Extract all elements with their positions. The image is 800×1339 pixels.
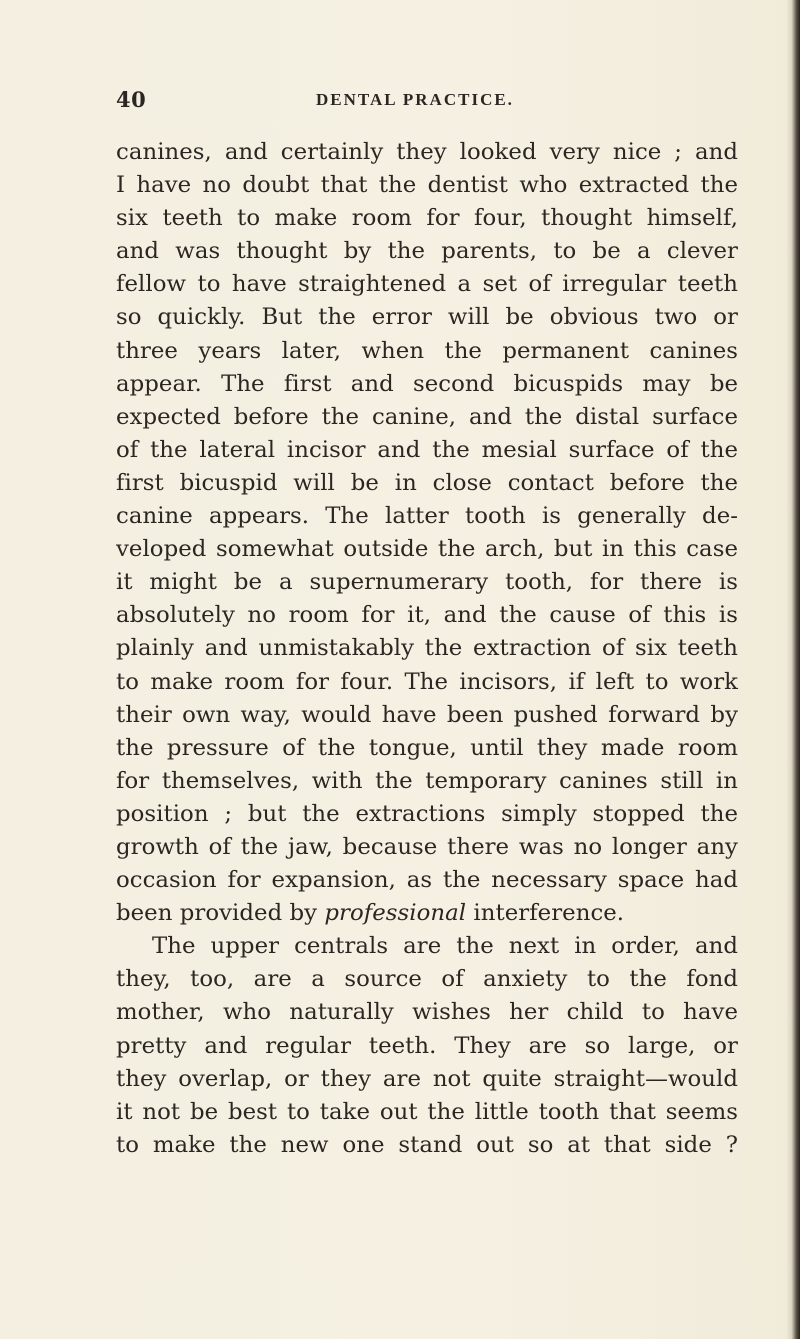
- text-line: of the lateral incisor and the mesial surface of the: [116, 436, 738, 463]
- text-line: veloped somewhat outside the arch, but in this case: [116, 536, 738, 563]
- text-line: it might be a supernumerary tooth, for there is: [116, 569, 738, 596]
- text-line-with-italic: [116, 897, 738, 930]
- text-line: expected before the canine, and the distal surface: [116, 403, 738, 430]
- body-text: [116, 136, 738, 1162]
- text-line: canine appears. The latter tooth is generally de-: [116, 503, 738, 530]
- page-header: [116, 88, 736, 112]
- text-line: fellow to have straightened a set of irregular teeth: [116, 271, 738, 298]
- text-line: to make room for four. The incisors, if left to work: [116, 668, 738, 695]
- text-line: they overlap, or they are not quite straight—would: [116, 1065, 738, 1092]
- paragraph-2: [116, 930, 738, 1162]
- running-title: DENTAL PRACTICE.: [316, 90, 514, 109]
- text-line: it not be best to take out the little tooth that seems: [116, 1098, 738, 1125]
- page-edge-shadow: [786, 0, 800, 1339]
- text-segment: interference.: [466, 900, 625, 927]
- text-line: growth of the jaw, because there was no longer any: [116, 833, 738, 860]
- italic-word: professional: [324, 900, 467, 927]
- text-line: so quickly. But the error will be obvious two or: [116, 304, 738, 331]
- text-line: pretty and regular teeth. They are so large, or: [116, 1032, 738, 1059]
- text-line: I have no doubt that the dentist who extracted the: [116, 172, 738, 199]
- text-line: and was thought by the parents, to be a clever: [116, 238, 738, 265]
- text-line: first bicuspid will be in close contact before the: [116, 469, 738, 496]
- text-line: appear. The first and second bicuspids may be: [116, 370, 738, 397]
- text-line: they, too, are a source of anxiety to the fond: [116, 966, 738, 993]
- text-line: the pressure of the tongue, until they made room: [116, 734, 738, 761]
- text-line: occasion for expansion, as the necessary space had: [116, 867, 738, 894]
- text-line: canines, and certainly they looked very nice ; and: [116, 139, 738, 165]
- text-line: for themselves, with the temporary canines still in: [116, 767, 738, 794]
- text-line: mother, who naturally wishes her child to have: [116, 999, 738, 1026]
- page-number: 40: [116, 87, 147, 112]
- paragraph-1: [116, 136, 738, 930]
- text-line: position ; but the extractions simply stopped the: [116, 800, 738, 827]
- text-line: absolutely no room for it, and the cause of this is: [116, 602, 738, 629]
- text-line: to make the new one stand out so at that side ?: [116, 1131, 738, 1158]
- text-line: their own way, would have been pushed forward by: [116, 701, 738, 728]
- text-line: three years later, when the permanent canines: [116, 337, 738, 364]
- text-segment: been provided by: [116, 900, 325, 927]
- text-line: plainly and unmistakably the extraction of six teeth: [116, 635, 738, 662]
- text-line: six teeth to make room for four, thought himself,: [116, 205, 738, 232]
- text-line: The upper centrals are the next in order, and: [152, 933, 738, 960]
